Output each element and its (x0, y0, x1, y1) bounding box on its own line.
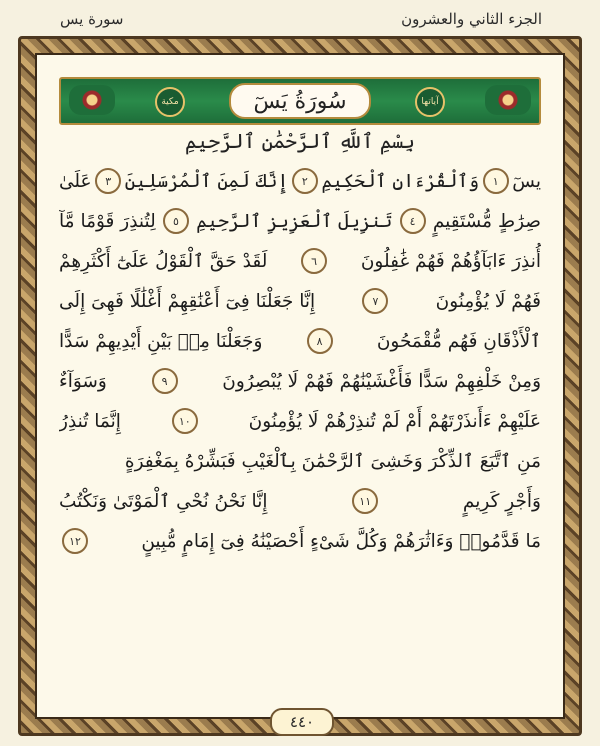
ayah-number-marker: ٤ (400, 208, 426, 234)
page-number: ٤٤٠ (270, 708, 334, 736)
ayah-number-marker: ٥ (163, 208, 189, 234)
surah-label: سورة يس (60, 10, 124, 28)
verse-lines (59, 161, 541, 561)
verse-text: إِنَّكَ لَمِنَ ٱلْمُرْسَلِينَ (124, 170, 289, 192)
verse-text: تَنزِيلَ ٱلْعَزِيزِ ٱلرَّحِيمِ (196, 210, 393, 232)
ayah-number-marker: ١ (483, 168, 509, 194)
verse-text: عَلَىٰ (59, 170, 92, 192)
verse-line (59, 321, 541, 361)
ornament-right-icon (485, 85, 531, 115)
verse-line (59, 401, 541, 441)
verse-text: صِرَٰطٍ مُّسْتَقِيمٍ (432, 210, 541, 232)
verse-text: إِنَّمَا تُنذِرُ (59, 410, 121, 432)
verse-text: وَسَوَآءٌ (59, 370, 107, 392)
verse-text: إِنَّا جَعَلْنَا فِىٓ أَعْنَٰقِهِمْ أَغْلَٰلًا فَهِىَ إِلَى (59, 290, 316, 312)
page-header (0, 0, 600, 38)
verse-text: مَنِ ٱتَّبَعَ ٱلذِّكْرَ وَخَشِىَ ٱلرَّحْمَٰنَ بِٱلْغَيْبِ فَبَشِّرْهُ بِمَغْفِرَةٍ (124, 450, 541, 472)
juz-label: الجزء الثاني والعشرون (401, 10, 542, 28)
ayah-number-marker: ١١ (352, 488, 378, 514)
page-body (35, 53, 565, 719)
verse-line (59, 481, 541, 521)
verse-text: مَا قَدَّمُوا۟ وَءَاثَٰرَهُمْ وَكُلَّ شَىْءٍ أَحْصَيْنَٰهُ فِىٓ إِمَامٍ مُّبِينٍ (141, 530, 541, 552)
ornament-left-icon (69, 85, 115, 115)
surah-title: سُورَةُ يَسٓ (229, 83, 371, 119)
verse-text: وَأَجْرٍ كَرِيمٍ (462, 490, 541, 512)
ayah-number-marker: ٣ (95, 168, 121, 194)
verse-line (59, 161, 541, 201)
verse-line (59, 241, 541, 281)
ayah-number-marker: ٧ (362, 288, 388, 314)
verse-text: وَٱلْقُرْءَانِ ٱلْحَكِيمِ (321, 170, 480, 192)
verse-text: ٱلْأَذْقَانِ فَهُم مُّقْمَحُونَ (376, 330, 541, 352)
ayah-number-marker: ٨ (307, 328, 333, 354)
verse-text: عَلَيْهِمْ ءَأَنذَرْتَهُمْ أَمْ لَمْ تُنذِرْهُمْ لَا يُؤْمِنُونَ (248, 410, 541, 432)
verse-text: أُنذِرَ ءَابَآؤُهُمْ فَهُمْ غَٰفِلُونَ (360, 250, 541, 272)
ayah-number-marker: ١٢ (62, 528, 88, 554)
surah-banner (59, 77, 541, 125)
verse-text: إِنَّا نَحْنُ نُحْىِ ٱلْمَوْتَىٰ وَنَكْتُبُ (59, 490, 268, 512)
ornamental-frame (18, 36, 582, 736)
verse-line (59, 281, 541, 321)
basmala: بِسْمِ ٱللَّهِ ٱلرَّحْمَٰنِ ٱلرَّحِيمِ (184, 129, 415, 153)
verse-text: يسٓ (512, 170, 541, 192)
verse-text: لَقَدْ حَقَّ ٱلْقَوْلُ عَلَىٰٓ أَكْثَرِهِمْ (59, 250, 268, 272)
ayah-number-marker: ٩ (152, 368, 178, 394)
ayah-number-marker: ٢ (292, 168, 318, 194)
verse-line (59, 521, 541, 561)
left-medallion: مكية (155, 87, 185, 117)
ayah-number-marker: ٦ (301, 248, 327, 274)
right-medallion: آياتها (415, 87, 445, 117)
verse-text: فَهُمْ لَا يُؤْمِنُونَ (435, 290, 541, 312)
ayah-number-marker: ١٠ (172, 408, 198, 434)
verse-text: وَمِنْ خَلْفِهِمْ سَدًّا فَأَغْشَيْنَٰهُمْ فَهُمْ لَا يُبْصِرُونَ (222, 370, 541, 392)
verse-text: وَجَعَلْنَا مِنۢ بَيْنِ أَيْدِيهِمْ سَدًّا (59, 330, 263, 352)
verse-line (59, 201, 541, 241)
verse-text: لِتُنذِرَ قَوْمًا مَّآ (59, 210, 156, 232)
verse-line (59, 441, 541, 481)
verse-line (59, 361, 541, 401)
